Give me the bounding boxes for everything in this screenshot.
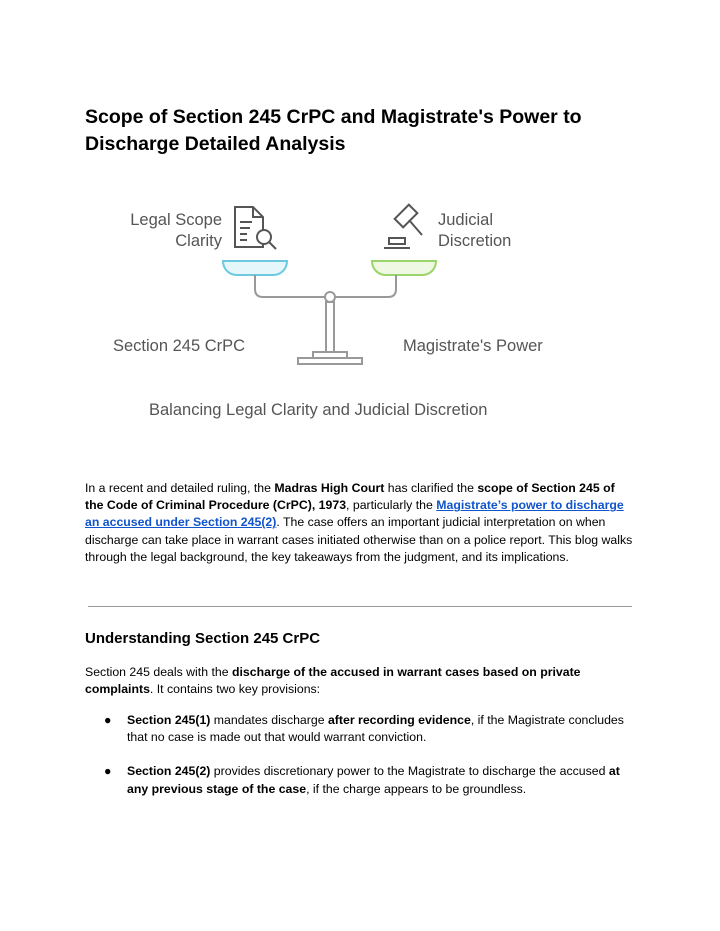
provisions-list	[85, 712, 635, 815]
bullet-icon: ●	[104, 764, 112, 779]
intro-text-2: has clarified the	[384, 481, 478, 495]
bullet-bold-2: after recording evidence	[327, 713, 471, 727]
page-title: Scope of Section 245 CrPC and Magistrate's Power to Discharge Detailed Analysis	[85, 106, 582, 155]
intro-bold-scope: scope of Section 245 of the Code of Criminal Procedure (CrPC), 1973	[85, 481, 615, 513]
intro-paragraph	[85, 480, 635, 566]
right-scale-pan	[372, 261, 436, 275]
figure-left-label: Section 245 CrPC	[113, 337, 246, 355]
figure-right-top-label: Judicial	[438, 211, 494, 229]
left-scale-pan	[223, 261, 287, 275]
intro-text-3: , particularly the	[346, 498, 437, 513]
section-heading: Understanding Section 245 CrPC	[85, 630, 321, 647]
bullet-text-1: mandates discharge	[210, 713, 328, 727]
gavel-icon	[384, 205, 422, 248]
section-text-1: Section 245 deals with the	[85, 665, 232, 679]
scale-stand	[298, 302, 362, 364]
figure-caption: Balancing Legal Clarity and Judicial Discretion	[149, 401, 488, 419]
bullet-bold-2: at any previous stage of the case	[127, 764, 620, 796]
section-paragraph	[85, 664, 635, 698]
scale-beam	[255, 275, 396, 302]
bullet-bold-1: Section 245(1)	[127, 713, 211, 727]
document-search-icon	[235, 207, 276, 249]
balance-scale-figure	[100, 195, 620, 435]
bullet-icon: ●	[104, 713, 112, 727]
list-item	[85, 712, 635, 746]
section-text-2: . It contains two key provisions:	[149, 682, 321, 697]
figure-right-bottom-label: Discretion	[438, 232, 512, 250]
horizontal-divider	[88, 606, 632, 607]
bullet-bold-1: Section 245(2)	[127, 764, 211, 779]
bullet-text-2: , if the charge appears to be groundless.	[306, 781, 527, 796]
magistrate-power-link[interactable]: Magistrate’s power to discharge an accused under Section 245(2)	[85, 498, 624, 530]
intro-text-4: . The case offers an important judicial interpretation on when discharge can take place in warrant cases initiated otherwise than on a police report. This blog walks through the legal background, the key takeaways from the judgment, and its implications.	[85, 515, 633, 564]
bullet-text-1: provides discretionary power to the Magistrate to discharge the accused	[210, 764, 609, 779]
list-item	[85, 763, 635, 797]
section-bold-discharge: discharge of the accused in warrant cases based on private complaints	[85, 665, 581, 697]
intro-text-1: In a recent and detailed ruling, the	[85, 481, 275, 495]
figure-left-top-label: Legal Scope	[130, 211, 222, 229]
intro-bold-court: Madras High Court	[274, 481, 385, 495]
figure-right-label: Magistrate's Power	[403, 337, 543, 355]
figure-left-bottom-label: Clarity	[175, 232, 222, 250]
bullet-text-2: , if the Magistrate concludes that no case is made out that would warrant conviction.	[127, 713, 624, 745]
